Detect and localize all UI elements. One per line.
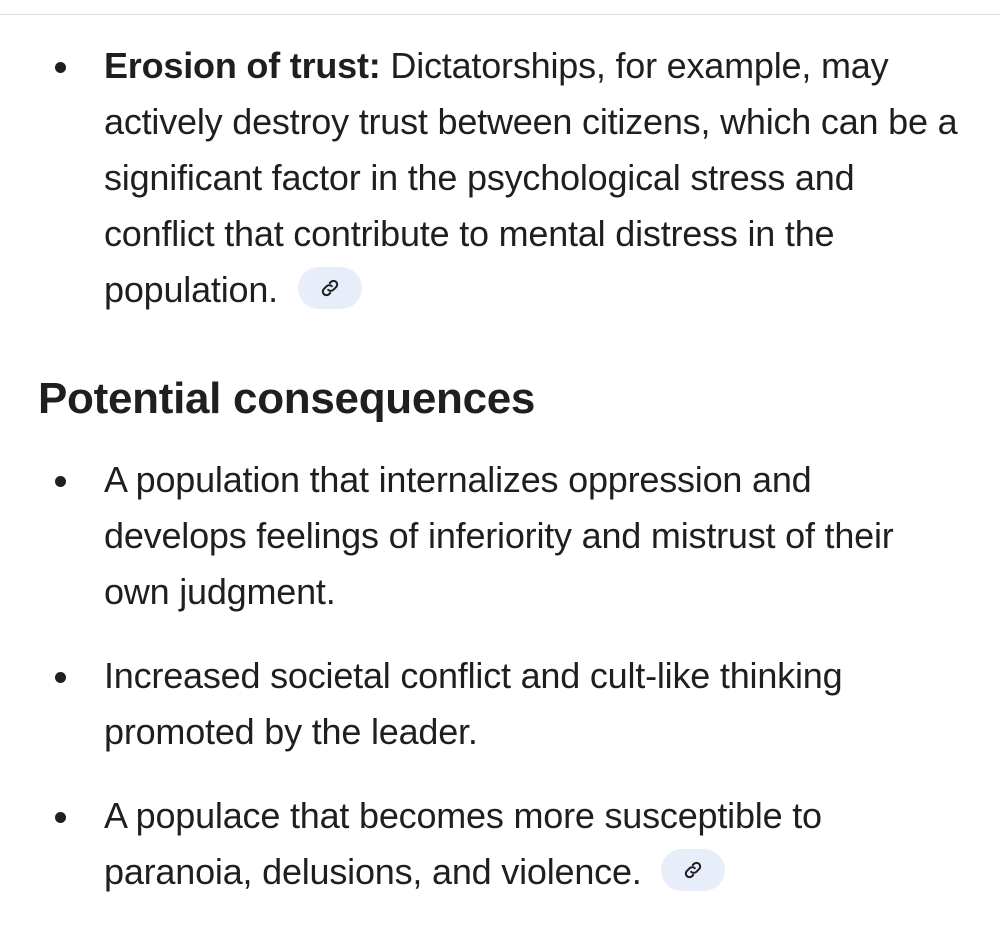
list-item — [0, 38, 1000, 318]
item-strong-label: Erosion of trust: — [104, 45, 381, 86]
item-text: A population that internalizes oppression and develops feelings of inferiority and mistrust of their own judgment. — [104, 459, 894, 612]
top-divider — [0, 14, 1000, 15]
item-text: Increased societal conflict and cult-like thinking promoted by the leader. — [104, 655, 843, 752]
bullet-dot — [55, 812, 66, 823]
item-text: Dictatorships, for example, may actively destroy trust between citizens, which can be a significant factor in the psychological stress and conflict that contribute to mental distress in the population. — [104, 45, 958, 310]
bullet-dot — [55, 672, 66, 683]
item-text: A populace that becomes more susceptible to paranoia, delusions, and violence. — [104, 795, 822, 892]
list-item — [0, 648, 1000, 760]
bullet-dot — [55, 62, 66, 73]
list-item — [0, 788, 1000, 900]
bullet-dot — [55, 476, 66, 487]
link-icon — [682, 859, 704, 881]
consequences-bullet-list — [0, 452, 1000, 928]
link-icon — [319, 277, 341, 299]
trust-bullet-list — [0, 38, 1000, 318]
section-heading: Potential consequences — [38, 374, 536, 423]
source-link-button[interactable] — [298, 267, 362, 309]
list-item — [0, 452, 1000, 620]
source-link-button[interactable] — [661, 849, 725, 891]
